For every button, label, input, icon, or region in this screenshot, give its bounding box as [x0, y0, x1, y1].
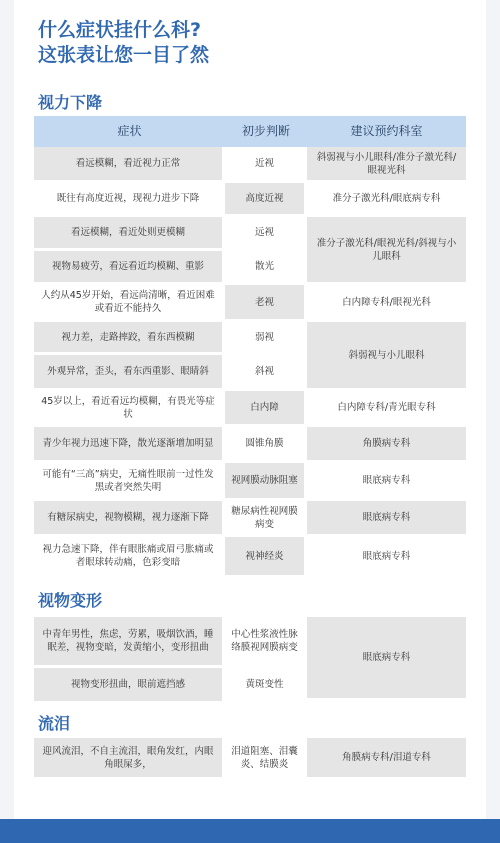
- department-cell: 眼底病专科: [307, 617, 466, 701]
- symptom-cell: 视物易疲劳，看远看近均模糊、重影: [34, 251, 225, 285]
- department-cell: 角膜病专科/泪道专科: [307, 738, 466, 777]
- department-cell: 白内障专科/青光眼专科: [307, 391, 466, 427]
- table-row: [34, 183, 466, 217]
- header-symptom: 症状: [34, 116, 225, 147]
- department-cell: 斜弱视与小儿眼科/准分子激光科/眼视光科: [307, 147, 466, 183]
- section-title-distortion: 视物变形: [38, 591, 103, 610]
- department-cell: 准分子激光科/眼视光科/斜视与小儿眼科: [307, 217, 466, 285]
- symptom-cell: 可能有“三高”病史，无痛性眼前一过性发黑或者突然失明: [34, 463, 225, 501]
- department-cell: 白内障专科/眼视光科: [307, 285, 466, 322]
- table-row: [34, 501, 466, 537]
- symptom-cell: 外观异常，歪头，看东西重影、眼睛斜: [34, 355, 225, 391]
- title-line-2: 这张表让您一目了然: [38, 44, 210, 66]
- diagnosis-cell: 圆锥角膜: [225, 427, 307, 463]
- department-cell: 准分子激光科/眼底病专科: [307, 183, 466, 217]
- diagnosis-cell: 远视: [225, 217, 307, 251]
- diagnosis-cell: 视神经炎: [225, 537, 307, 575]
- symptom-cell: 视力差，走路摔跤，看东西模糊: [34, 322, 225, 355]
- diagnosis-cell: 白内障: [225, 391, 307, 427]
- symptom-cell: 45岁以上，看近看远均模糊，有畏光等症状: [34, 391, 225, 427]
- right-margin: [486, 0, 500, 843]
- table-row: [34, 322, 466, 355]
- table-row: [34, 463, 466, 501]
- title-line-1: 什么症状挂什么科?: [38, 19, 202, 41]
- diagnosis-cell: 泪道阻塞、泪囊炎、结膜炎: [225, 738, 307, 777]
- page-title: [38, 18, 209, 68]
- diagnosis-cell: 视网膜动脉阻塞: [225, 463, 307, 501]
- table-row: [34, 391, 466, 427]
- diagnosis-cell: 中心性浆液性脉络膜视网膜病变: [225, 617, 307, 668]
- header-diagnosis: 初步判断: [225, 116, 307, 147]
- tearing-table: [34, 738, 466, 777]
- symptom-cell: 视物变形扭曲，眼前遮挡感: [34, 668, 225, 701]
- symptom-cell: 既往有高度近视，现视力进步下降: [34, 183, 225, 217]
- department-cell: 眼底病专科: [307, 537, 466, 575]
- table-header-row: [34, 116, 466, 147]
- header-department: 建议预约科室: [307, 116, 466, 147]
- symptom-cell: 看远模糊，看近处则更模糊: [34, 217, 225, 251]
- symptom-cell: 青少年视力迅速下降，散光逐渐增加明显: [34, 427, 225, 463]
- table-row: [34, 738, 466, 777]
- diagnosis-cell: 糖尿病性视网膜病变: [225, 501, 307, 537]
- diagnosis-cell: 高度近视: [225, 183, 307, 217]
- table-row: [34, 617, 466, 668]
- table-row: [34, 537, 466, 575]
- diagnosis-cell: 弱视: [225, 322, 307, 355]
- diagnosis-cell: 黄斑变性: [225, 668, 307, 701]
- department-cell: 眼底病专科: [307, 463, 466, 501]
- symptom-cell: 迎风流泪，不自主流泪，眼角发红，内眼角眼屎多，: [34, 738, 225, 777]
- table-row: [34, 285, 466, 322]
- diagnosis-cell: 散光: [225, 251, 307, 285]
- symptom-cell: 有糖尿病史，视物模糊，视力逐渐下降: [34, 501, 225, 537]
- section-title-tearing: 流泪: [38, 714, 71, 733]
- diagnosis-cell: 斜视: [225, 355, 307, 391]
- footer-bar: [0, 819, 500, 843]
- table-row: [34, 427, 466, 463]
- distortion-table: [34, 617, 466, 701]
- symptom-cell: 看远模糊，看近视力正常: [34, 147, 225, 183]
- table-row: [34, 147, 466, 183]
- department-cell: 斜弱视与小儿眼科: [307, 322, 466, 391]
- symptom-cell: 人约从45岁开始，看远尚清晰，看近困难或看近不能持久: [34, 285, 225, 322]
- left-margin: [0, 0, 14, 843]
- vision-loss-table: [34, 116, 466, 575]
- symptom-cell: 视力急速下降，伴有眼胀痛或眉弓胀痛或者眼球转动痛，色彩变暗: [34, 537, 225, 575]
- department-cell: 眼底病专科: [307, 501, 466, 537]
- department-cell: 角膜病专科: [307, 427, 466, 463]
- diagnosis-cell: 老视: [225, 285, 307, 322]
- diagnosis-cell: 近视: [225, 147, 307, 183]
- table-row: [34, 217, 466, 251]
- symptom-cell: 中青年男性，焦虑，劳累，吸烟饮酒，睡眠差，视物变暗，发黄缩小，变形扭曲: [34, 617, 225, 668]
- section-title-vision-loss: 视力下降: [38, 93, 103, 112]
